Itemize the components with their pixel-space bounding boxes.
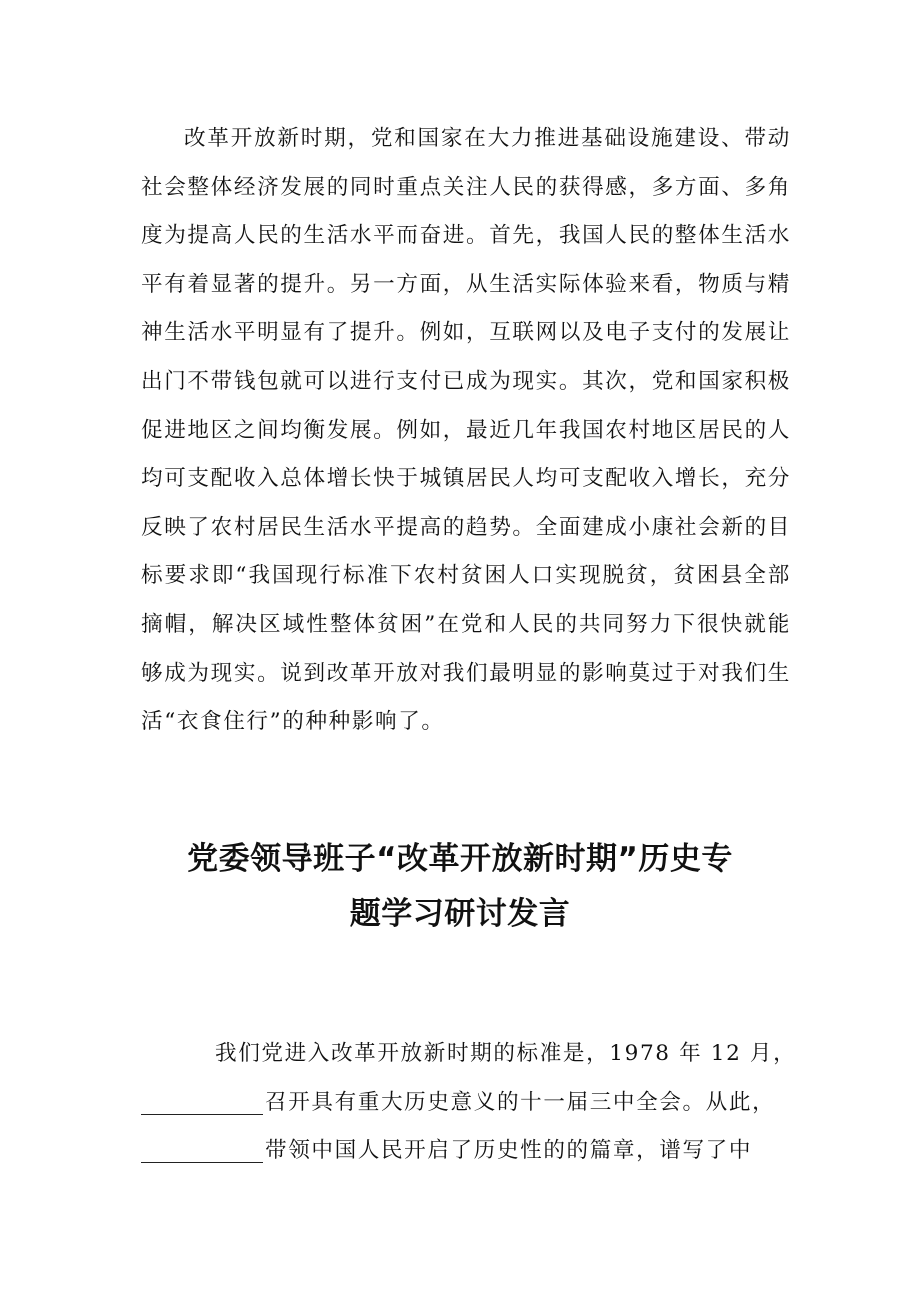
document-title	[120, 832, 800, 942]
paragraph-2-line-1: 我们党进入改革开放新时期的标准是，1978 年 12 月，	[215, 1041, 797, 1066]
body-paragraph-1: 改革开放新时期，党和国家在大力推进基础设施建设、带动社会整体经济发展的同时重点关注人民的获得感，多方面、多角度为提高人民的生活水平而奋进。首先，我国人民的整体生活水平有着显著的提升。另一方面，从生活实际体验来看，物质与精神生活水平明显有了提升。例如，互联网以及电子支付的发展让出门不带钱包就可以进行支付已成为现实。其次，党和国家积极促进地区之间均衡发展。例如，最近几年我国农村地区居民的人均可支配收入总体增长快于城镇居民人均可支配收入增长，充分反映了农村居民生活水平提高的趋势。全面建成小康社会新的目标要求即“我国现行标准下农村贫困人口实现脱贫，贫困县全部摘帽，解决区域性整体贫困”在党和人民的共同努力下很快就能够成为现实。说到改革开放对我们最明显的影响莫过于对我们生活“衣食住行”的种种影响了。	[141, 126, 791, 735]
title-line-2: 题学习研讨发言	[349, 896, 571, 932]
paragraph-2-line-2	[141, 1079, 791, 1128]
fill-in-blank-1	[141, 1090, 263, 1115]
body-paragraph-2	[141, 1030, 797, 1176]
fill-in-blank-2	[141, 1138, 263, 1163]
title-line-1: 党委领导班子“改革开放新时期”历史专	[187, 841, 733, 877]
paragraph-2-line-2-text: 召开具有重大历史意义的十一届三中全会。从此，	[265, 1089, 776, 1115]
paragraph-2-line-3	[141, 1127, 791, 1176]
paragraph-2-line-3-text: 带领中国人民开启了历史性的的篇章，谱写了中	[265, 1138, 753, 1164]
